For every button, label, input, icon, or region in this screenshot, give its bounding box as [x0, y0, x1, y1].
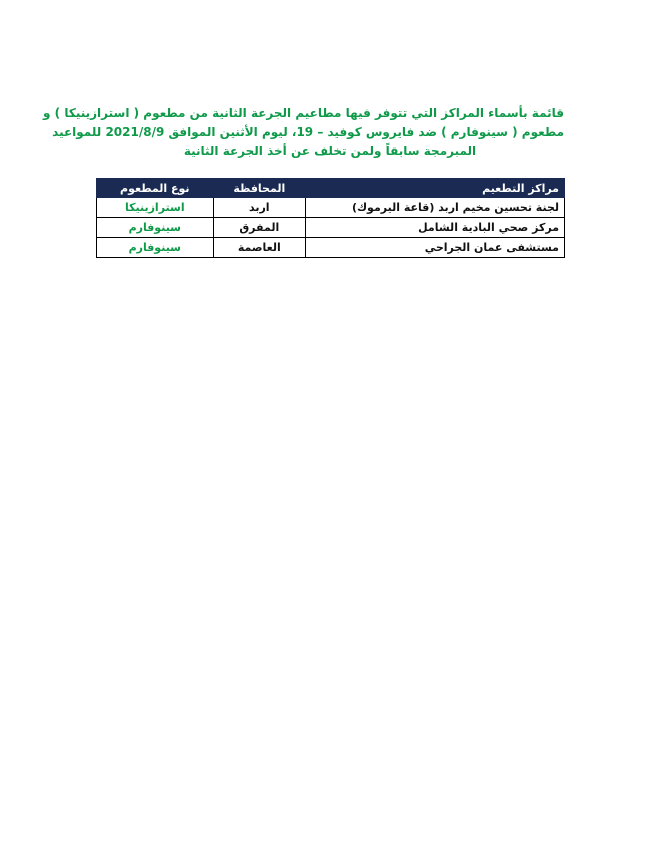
title-line-3: المبرمجة سابقاً ولمن تخلف عن أخذ الجرعة الثانية — [183, 144, 477, 158]
table-row — [97, 218, 565, 238]
cell-governorate: المفرق — [213, 218, 305, 238]
cell-governorate: اربد — [213, 198, 305, 218]
title-line-1: قائمة بأسماء المراكز التي تتوفر فيها مطاعيم الجرعة الثانية من مطعوم ( استرازينيكا ) و — [43, 106, 564, 120]
cell-governorate: العاصمة — [213, 238, 305, 258]
cell-vaccine: سينوفارم — [97, 218, 214, 238]
cell-vaccine: استرازينيكا — [97, 198, 214, 218]
header-governorate: المحافظة — [213, 179, 305, 198]
cell-center: مستشفى عمان الجراحي — [305, 238, 564, 258]
header-vaccination-centers: مراكز التطعيم — [305, 179, 564, 198]
table-row — [97, 238, 565, 258]
table-row — [97, 198, 565, 218]
title-line-2: مطعوم ( سينوفارم ) ضد فايروس كوفيد – 19، ليوم الأثنين الموافق 2021/8/9 للمواعيد — [52, 125, 564, 139]
cell-center: لجنة تحسين مخيم اربد (قاعة اليرموك) — [305, 198, 564, 218]
table-header-row — [97, 179, 565, 198]
cell-vaccine: سينوفارم — [97, 238, 214, 258]
cell-center: مركز صحي البادية الشامل — [305, 218, 564, 238]
vaccination-centers-table — [96, 178, 565, 258]
document-title — [43, 104, 564, 161]
header-vaccine-type: نوع المطعوم — [97, 179, 214, 198]
